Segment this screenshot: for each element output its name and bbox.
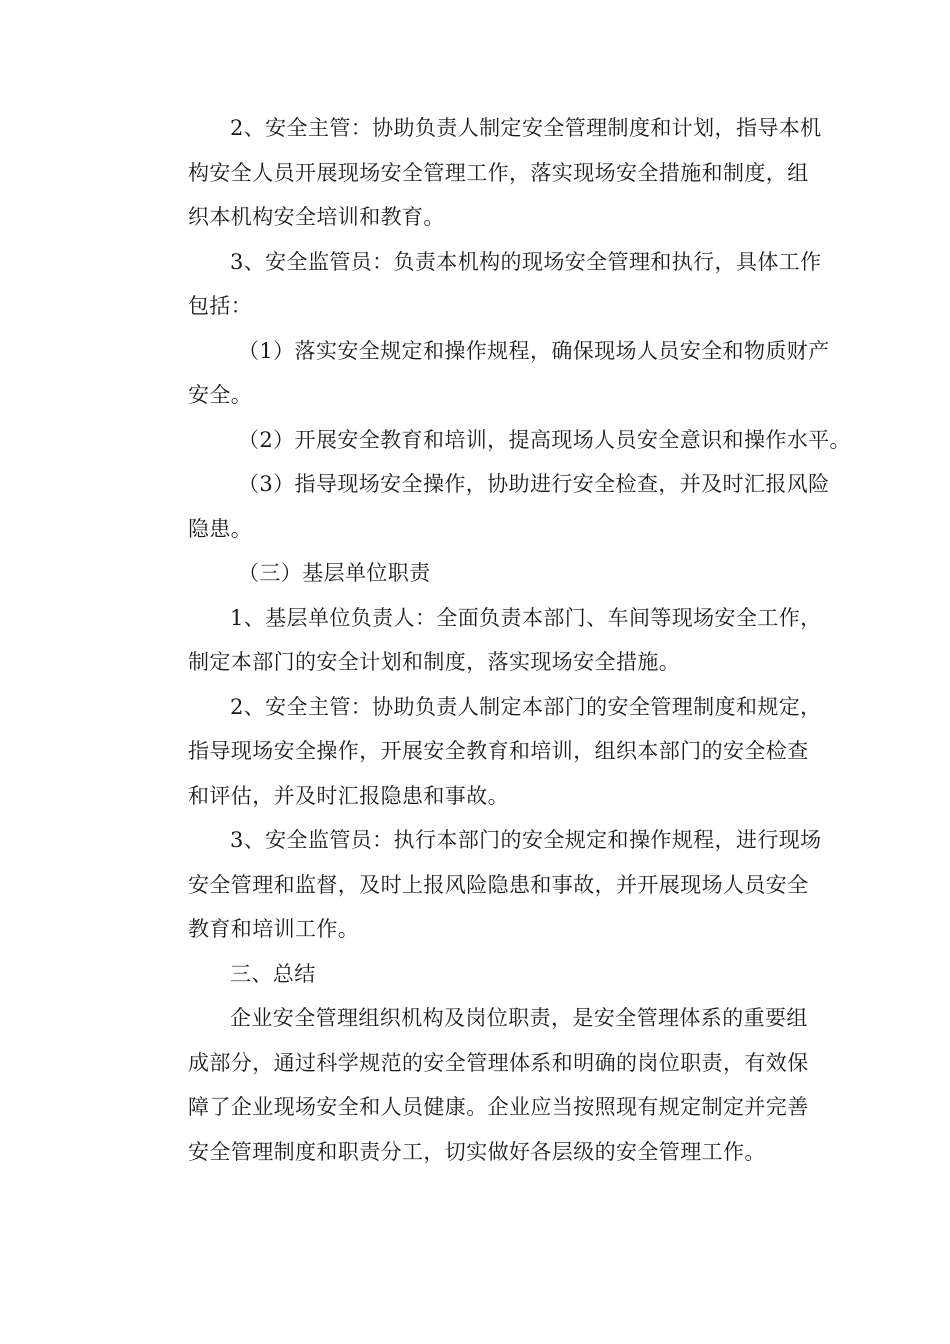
- paragraph-unit-leader: [146, 596, 826, 685]
- text-line: 包括：: [188, 294, 253, 318]
- paragraph-item-1: [146, 329, 830, 418]
- text-line: 安全管理和监督，及时上报风险隐患和事故，并开展现场人员安全: [188, 872, 809, 897]
- paragraph-item-2: [146, 418, 851, 463]
- text-line: 教育和培训工作。: [188, 917, 360, 941]
- text-line: 3、安全监管员：执行本部门的安全规定和操作规程，进行现场: [230, 828, 822, 852]
- text-line: 安全管理制度和职责分工，切实做好各层级的安全管理工作。: [188, 1139, 766, 1164]
- text-line: 成部分，通过科学规范的安全管理体系和明确的岗位职责，有效保: [188, 1050, 809, 1075]
- text-line: 构安全人员开展现场安全管理工作，落实现场安全措施和制度，组: [188, 160, 809, 185]
- text-line: 指导现场安全操作，开展安全教育和培训，组织本部门的安全检查: [188, 739, 809, 763]
- paragraph-safety-inspector-unit: [146, 818, 826, 952]
- text-line: 隐患。: [188, 516, 253, 541]
- text-line: 制定本部门的安全计划和制度，落实现场安全措施。: [188, 650, 681, 674]
- text-line: （3）指导现场安全操作，协助进行安全检查，并及时汇报风险: [238, 472, 830, 496]
- paragraph-safety-inspector-institution: [146, 240, 826, 329]
- text-line: 企业安全管理组织机构及岗位职责，是安全管理体系的重要组: [230, 1006, 808, 1030]
- document-body: [146, 106, 851, 1174]
- paragraph-safety-supervisor-institution: [146, 106, 826, 240]
- text-line: （1）落实安全规定和操作规程，确保现场人员安全和物质财产: [238, 338, 830, 363]
- section-heading-summary: [146, 952, 826, 997]
- text-line: （2）开展安全教育和培训，提高现场人员安全意识和操作水平。: [238, 427, 851, 452]
- paragraph-summary: [146, 996, 826, 1174]
- paragraph-item-3: [146, 462, 830, 551]
- section-heading: （三）基层单位职责: [238, 561, 431, 585]
- text-line: 2、安全主管：协助负责人制定本部门的安全管理制度和规定，: [230, 694, 822, 719]
- text-line: 织本机构安全培训和教育。: [188, 205, 445, 229]
- text-line: 障了企业现场安全和人员健康。企业应当按照现有规定制定并完善: [188, 1095, 809, 1119]
- text-line: 1、基层单位负责人：全面负责本部门、车间等现场安全工作，: [230, 605, 822, 630]
- text-line: 安全。: [188, 383, 253, 407]
- text-line: 3、安全监管员：负责本机构的现场安全管理和执行，具体工作: [230, 249, 822, 274]
- paragraph-safety-supervisor-unit: [146, 685, 826, 819]
- section-heading-grassroots-unit: [146, 551, 826, 596]
- section-heading: 三、总结: [230, 961, 316, 986]
- text-line: 和评估，并及时汇报隐患和事故。: [188, 783, 509, 808]
- text-line: 2、安全主管：协助负责人制定安全管理制度和计划，指导本机: [230, 116, 822, 140]
